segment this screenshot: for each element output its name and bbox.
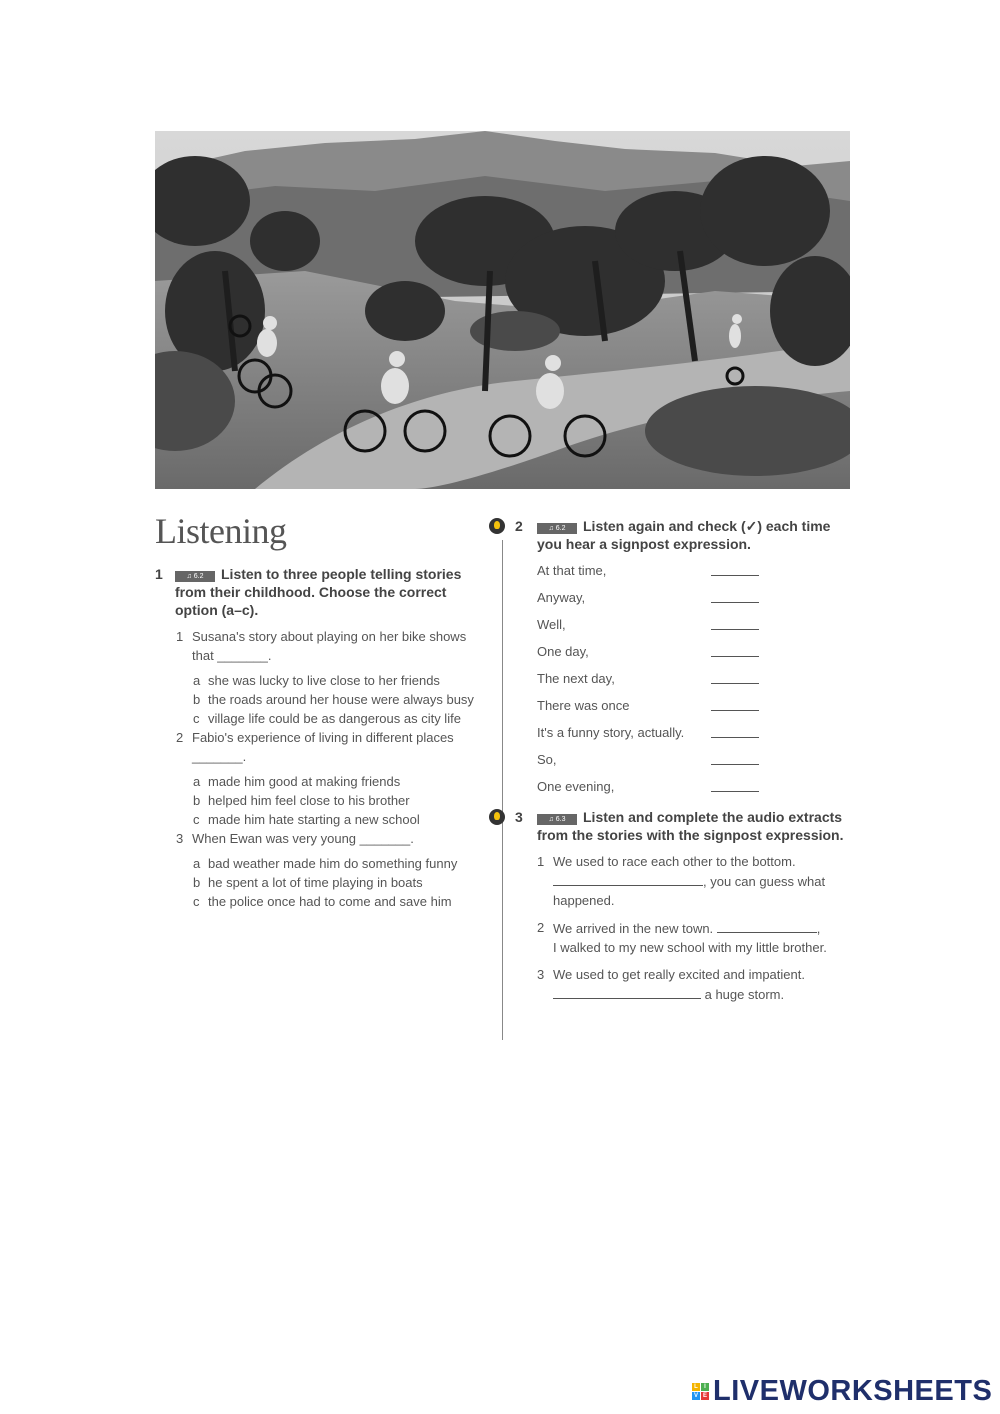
audio-track-icon[interactable]: ♫ 6.2 <box>537 523 577 534</box>
answer-blank[interactable] <box>717 918 817 933</box>
exercise-3-heading <box>510 808 850 844</box>
answer-option[interactable] <box>155 854 490 873</box>
logo-mark-icon <box>692 1383 709 1400</box>
check-blank[interactable] <box>711 561 759 576</box>
exercise-2-heading <box>510 517 850 553</box>
signpost-expression: There was once <box>537 698 630 713</box>
answer-option[interactable] <box>155 810 490 829</box>
logo-text: LIVEWORKSHEETS <box>713 1375 993 1407</box>
signpost-row <box>510 750 759 777</box>
audio-track-number: 6.3 <box>555 816 566 823</box>
signpost-row <box>510 588 759 615</box>
question <box>155 627 490 665</box>
answer-option[interactable] <box>155 791 490 810</box>
extract-number: 3 <box>537 967 545 982</box>
question <box>155 728 490 766</box>
extract-item <box>510 852 850 910</box>
exercise-number: 2 <box>515 518 523 534</box>
extract-item: 2 We arrived in the new town. , I walked to my new school with my little brother. <box>537 920 827 955</box>
option-text: made him hate starting a new school <box>208 812 420 827</box>
answer-option[interactable] <box>155 772 490 791</box>
logo-letter: V <box>693 1392 698 1399</box>
signpost-expression: At that time, <box>537 563 607 578</box>
exercise-instruction <box>175 565 490 619</box>
signpost-row <box>510 696 759 723</box>
option-letter: a <box>193 673 201 688</box>
option-text: he spent a lot of time playing in boats <box>208 875 423 890</box>
question-stem: When Ewan was very young _______. <box>192 831 414 846</box>
signpost-row <box>510 669 759 696</box>
signpost-list <box>510 561 850 804</box>
check-blank[interactable] <box>711 642 759 657</box>
logo-letter: L <box>692 1383 700 1391</box>
answer-option[interactable] <box>155 690 490 709</box>
check-blank[interactable] <box>711 615 759 630</box>
signpost-expression: One evening, <box>537 779 615 794</box>
option-letter: c <box>193 711 200 726</box>
instruction-text: Listen and complete the audio extracts from the stories with the signpost expression. <box>537 809 844 843</box>
option-letter: a <box>193 774 201 789</box>
audio-track-number: 6.2 <box>555 525 566 532</box>
photo-illustration <box>155 131 850 489</box>
signpost-expression: Anyway, <box>537 590 586 605</box>
extract-text-after: I walked to my new school with my little brother. <box>553 940 827 955</box>
option-text: bad weather made him do something funny <box>208 856 458 871</box>
option-text: she was lucky to live close to her friends <box>208 673 440 688</box>
exercise-number: 3 <box>515 809 523 825</box>
signpost-row <box>510 642 759 669</box>
signpost-expression: The next day, <box>537 671 615 686</box>
option-text: made him good at making friends <box>208 774 401 789</box>
answer-blank[interactable] <box>553 984 701 999</box>
answer-option[interactable] <box>155 671 490 690</box>
column-divider <box>502 540 503 1040</box>
exercise-instruction <box>537 517 850 553</box>
liveworksheets-logo <box>692 1376 992 1406</box>
signpost-row <box>510 723 759 750</box>
exercise-1-heading <box>155 565 490 619</box>
signpost-expression: It's a funny story, actually. <box>537 725 685 740</box>
extract-number: 1 <box>537 854 545 869</box>
extract-text-after: , you can guess what happened. <box>553 874 826 908</box>
option-letter: c <box>193 812 200 827</box>
extract-number: 2 <box>537 920 545 935</box>
question-list <box>155 627 490 911</box>
exercise-1 <box>155 565 490 911</box>
question-number: 2 <box>176 730 184 745</box>
question-stem: Fabio's experience of living in different places _______. <box>192 730 454 764</box>
check-blank[interactable] <box>711 669 759 684</box>
option-letter: b <box>193 692 201 707</box>
option-text: the police once had to come and save him <box>208 894 452 909</box>
answer-option[interactable] <box>155 873 490 892</box>
question-number: 1 <box>176 629 184 644</box>
question <box>155 829 490 848</box>
question-stem: Susana's story about playing on her bike shows that _______. <box>192 629 467 663</box>
answer-option[interactable] <box>155 892 490 911</box>
section-title: Listening <box>155 511 287 551</box>
signpost-expression: So, <box>537 752 557 767</box>
audio-track-number: 6.2 <box>193 573 204 580</box>
instruction-text: Listen to three people telling stories from their childhood. Choose the correct option (a–c). <box>175 566 462 618</box>
option-text: the roads around her house were always busy <box>208 692 474 707</box>
audio-track-icon[interactable]: ♫ 6.2 <box>175 571 215 582</box>
option-letter: a <box>193 856 201 871</box>
check-blank[interactable] <box>711 723 759 738</box>
check-blank[interactable] <box>711 750 759 765</box>
option-letter: c <box>193 894 200 909</box>
signpost-expression: One day, <box>537 644 589 659</box>
instruction-text: Listen again and check (✓) each time you hear a signpost expression. <box>537 518 831 552</box>
option-text: village life could be as dangerous as city life <box>208 711 461 726</box>
option-text: helped him feel close to his brother <box>208 793 410 808</box>
extract-item <box>510 965 850 1004</box>
signpost-row <box>510 777 759 804</box>
option-letter: b <box>193 875 201 890</box>
question-number: 3 <box>176 831 184 846</box>
exercise-2 <box>510 517 850 1004</box>
answer-blank[interactable] <box>553 871 703 886</box>
extract-list <box>510 852 850 1004</box>
mountain-bikers-photo <box>155 131 850 489</box>
check-blank[interactable] <box>711 696 759 711</box>
signpost-row <box>510 561 759 588</box>
check-blank[interactable] <box>711 588 759 603</box>
lightbulb-icon <box>489 518 505 534</box>
check-blank[interactable] <box>711 777 759 792</box>
exercise-number: 1 <box>155 566 163 582</box>
logo-letter: E <box>702 1392 707 1399</box>
extract-text-before: We used to race each other to the bottom. <box>553 854 796 869</box>
extract-text-before: We arrived in the new town. <box>553 921 714 936</box>
option-letter: b <box>193 793 201 808</box>
signpost-row <box>510 615 759 642</box>
answer-option[interactable] <box>155 709 490 728</box>
logo-letter: I <box>701 1383 709 1391</box>
audio-track-icon[interactable]: ♫ 6.3 <box>537 814 577 825</box>
lightbulb-icon <box>489 809 505 825</box>
exercise-instruction <box>537 808 850 844</box>
extract-text-after: a huge storm. <box>701 987 785 1002</box>
signpost-expression: Well, <box>537 617 566 632</box>
extract-text-before: We used to get really excited and impatient. <box>553 967 805 982</box>
